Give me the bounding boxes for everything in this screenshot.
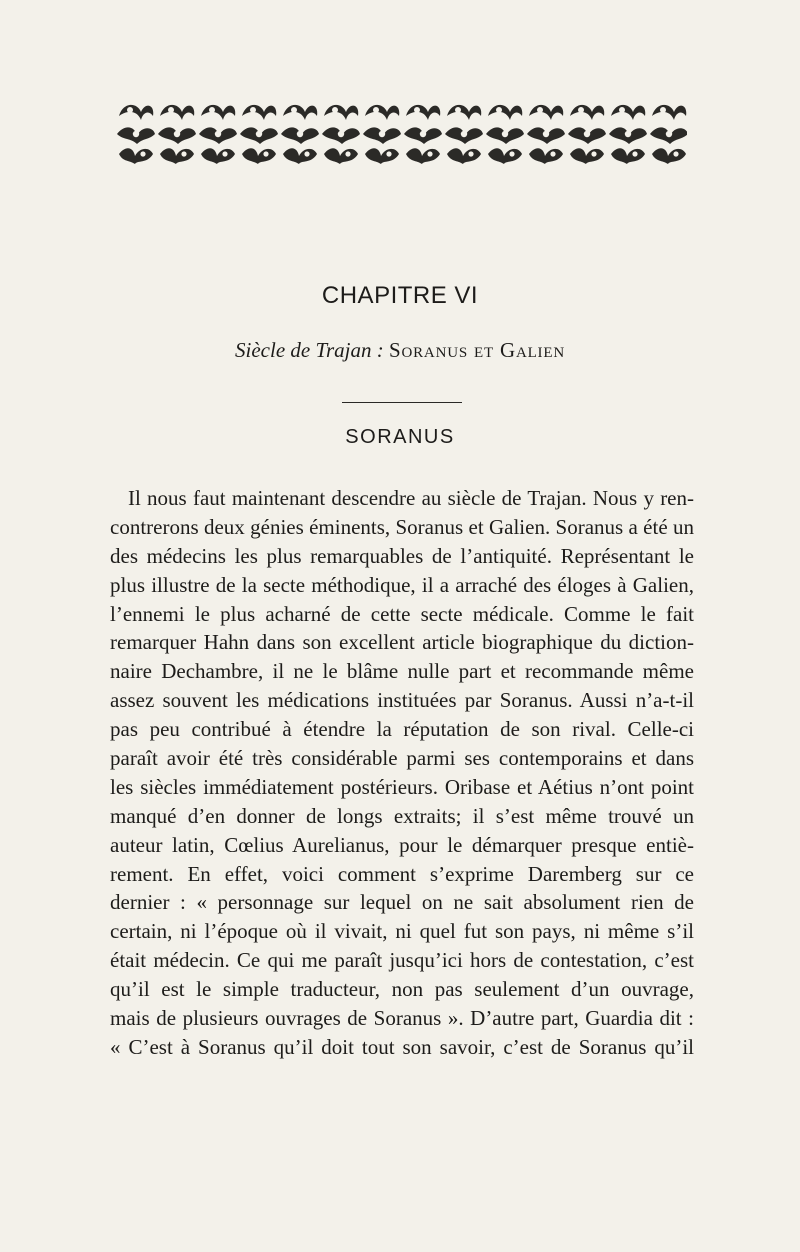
text-line: paraît avoir été très considérable parmi ses contemporains et dans — [110, 746, 694, 771]
text-line: certain, ni l’époque où il vivait, ni quel fut son pays, ni même s’il — [110, 919, 694, 944]
text-line: contrerons deux génies éminents, Soranus et Galien. Soranus a été un — [110, 514, 694, 539]
text-line: « C’est à Soranus qu’il doit tout son savoir, c’est de Soranus qu’il — [110, 1034, 694, 1059]
text-line: remarquer Hahn dans son excellent article biographique du diction- — [110, 630, 694, 655]
text-line: naire Dechambre, il ne le blâme nulle part et recommande même — [110, 659, 694, 684]
text-line: était médecin. Ce qui me paraît jusqu’ici hors de contestation, c’est — [110, 948, 694, 973]
text-line: plus illustre de la secte méthodique, il a arraché des éloges à Galien, — [110, 572, 694, 597]
decorative-floral-band-icon — [115, 98, 687, 166]
text-line: des médecins les plus remarquables de l’antiquité. Représentant le — [110, 543, 694, 568]
text-line: mais de plusieurs ouvrages de Soranus ». D’autre part, Guardia dit : — [110, 1006, 694, 1031]
text-line: Il nous faut maintenant descendre au siècle de Trajan. Nous y ren- — [128, 486, 694, 510]
text-line: qu’il est le simple traducteur, non pas seulement d’un ouvrage, — [110, 977, 694, 1002]
text-line: assez souvent les médications instituées par Soranus. Aussi n’a-t-il — [110, 688, 694, 713]
text-line: dernier : « personnage sur lequel on ne sait absolument rien de — [110, 890, 694, 915]
subtitle-era: Siècle de Trajan : — [235, 338, 384, 362]
body-paragraph — [110, 484, 694, 1062]
text-line: pas peu contribué à étendre la réputation de son rival. Celle-ci — [110, 717, 694, 742]
subtitle-names: Soranus et Galien — [389, 338, 565, 362]
section-title: SORANUS — [345, 426, 455, 448]
chapter-title: CHAPITRE VI — [321, 282, 479, 309]
text-line: rement. En effet, voici comment s’exprime Daremberg sur ce — [110, 861, 694, 886]
text-line: l’ennemi le plus acharné de cette secte médicale. Comme le fait — [110, 601, 694, 626]
divider-rule — [342, 402, 462, 403]
chapter-subtitle — [0, 338, 800, 363]
text-line: manqué d’en donner de longs extraits; il s’est même trouvé un — [110, 803, 694, 828]
text-line: auteur latin, Cœlius Aurelianus, pour le démarquer presque entiè- — [110, 832, 694, 857]
text-line: les siècles immédiatement postérieurs. Oribase et Aétius n’ont point — [110, 774, 694, 799]
